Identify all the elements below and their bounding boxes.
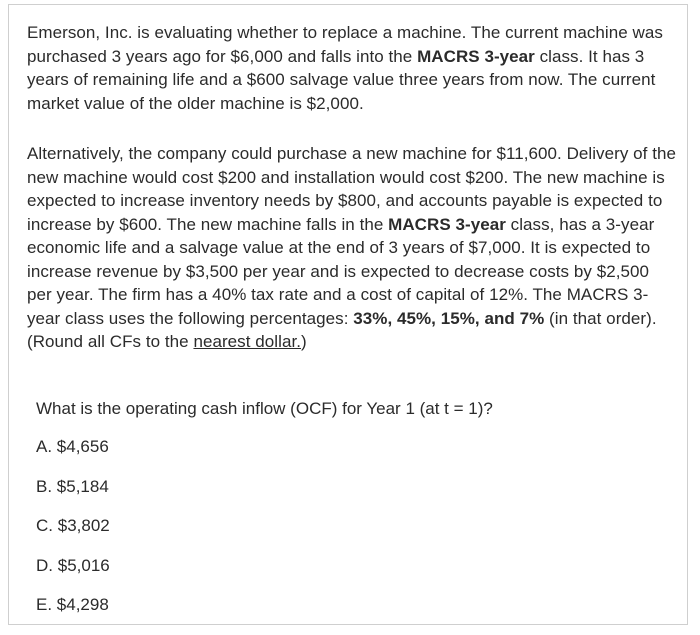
- option-letter: D.: [36, 555, 53, 575]
- answer-options: [36, 435, 110, 633]
- answer-option-c[interactable]: [36, 514, 110, 554]
- option-letter: B.: [36, 476, 53, 496]
- p2-text-3: (in that order). (Round all CFs to the: [27, 308, 657, 351]
- p2-text-4: ): [301, 332, 307, 351]
- answer-option-e[interactable]: [36, 593, 110, 633]
- p1-text-2: class. It has 3 years of remaining life and a $600 salvage value three years from now. The current market value of the older machine is $2,000.: [27, 46, 656, 113]
- problem-paragraph-2: [27, 142, 677, 354]
- option-letter: A.: [36, 437, 53, 456]
- option-value: $3,802: [57, 516, 110, 535]
- p2-text-2: class, has a 3-year economic life and a salvage value at the end of 3 years of $7,000. It is expected to increase revenue by $3,500 per year and is expected to decrease costs by $2,500 per year. The firm has a 40% tax rate and a cost of capital of 12%. The MACRS 3-year class uses the following percentages:: [27, 214, 655, 328]
- p2-bold-percentages: 33%, 45%, 15%, and 7%: [353, 308, 545, 328]
- p1-bold-macrs: MACRS 3-year: [417, 46, 535, 66]
- option-letter: E.: [36, 595, 53, 614]
- p2-underline-nearest-dollar: nearest dollar.: [193, 332, 301, 351]
- answer-option-b[interactable]: [36, 475, 110, 515]
- option-value: $5,016: [57, 555, 110, 575]
- p1-text-1: Emerson, Inc. is evaluating whether to replace a machine. The current machine was purchased 3 years ago for $6,000 and falls into the: [27, 23, 663, 66]
- question-text: What is the operating cash inflow (OCF) for Year 1 (at t = 1)?: [36, 399, 493, 418]
- option-value: $4,656: [56, 437, 109, 456]
- option-letter: C.: [36, 516, 53, 535]
- p2-text-1: Alternatively, the company could purchase a new machine for $11,600. Delivery of the new machine would cost $200 and installation would cost $200. The new machine is expected to increase inventory needs by $800, and accounts payable is expected to increase by $600. The new machine falls in the: [27, 144, 676, 234]
- question-card: [8, 4, 688, 625]
- problem-paragraph-1: [27, 21, 677, 115]
- answer-option-a[interactable]: [36, 435, 110, 475]
- option-value: $4,298: [56, 595, 109, 614]
- p2-bold-macrs: MACRS 3-year: [388, 214, 506, 234]
- answer-option-d[interactable]: [36, 554, 110, 594]
- option-value: $5,184: [56, 476, 109, 496]
